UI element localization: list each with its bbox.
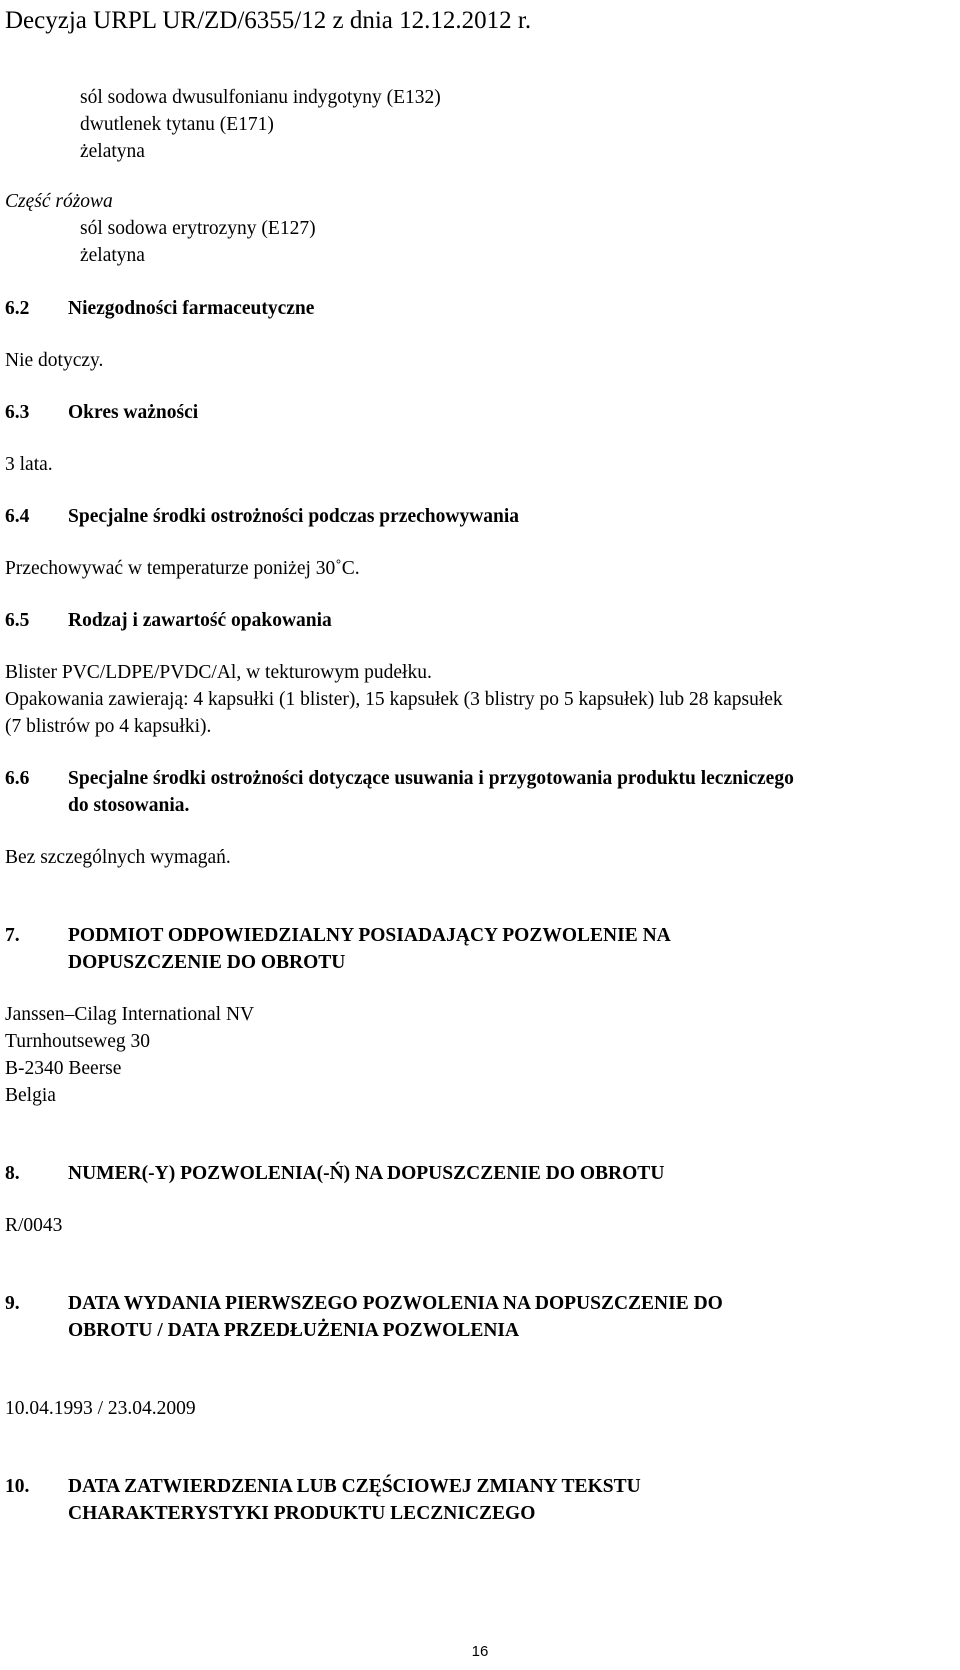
section-number: 6.6 (5, 768, 30, 789)
section-title: Specjalne środki ostrożności dotyczące usuwania i przygotowania produktu leczniczego (68, 768, 794, 789)
pink-part-title: Część różowa (5, 191, 113, 212)
section-title: Specjalne środki ostrożności podczas przechowywania (68, 506, 520, 527)
composition-item: dwutlenek tytanu (E171) (80, 114, 274, 135)
section-number: 8. (5, 1163, 20, 1184)
section-number: 9. (5, 1293, 20, 1314)
section-text: R/0043 (5, 1215, 63, 1236)
section-number: 7. (5, 925, 20, 946)
address-line: B-2340 Beerse (5, 1058, 122, 1079)
section-text: Bez szczególnych wymagań. (5, 847, 231, 868)
section-title: NUMER(-Y) POZWOLENIA(-Ń) NA DOPUSZCZENIE DO OBROTU (68, 1163, 665, 1184)
section-title: OBROTU / DATA PRZEDŁUŻENIA POZWOLENIA (68, 1320, 520, 1341)
section-text: 10.04.1993 / 23.04.2009 (5, 1398, 196, 1419)
address-line: Belgia (5, 1085, 56, 1106)
section-title: DOPUSZCZENIE DO OBROTU (68, 952, 346, 973)
section-text: Opakowania zawierają: 4 kapsułki (1 blister), 15 kapsułek (3 blistry po 5 kapsułek) lub 28 kapsułek (5, 689, 783, 710)
address-line: Janssen–Cilag International NV (5, 1004, 255, 1025)
section-title: DATA WYDANIA PIERWSZEGO POZWOLENIA NA DOPUSZCZENIE DO (68, 1293, 723, 1314)
section-text: Nie dotyczy. (5, 350, 104, 371)
composition-item: żelatyna (80, 141, 145, 162)
section-title: DATA ZATWIERDZENIA LUB CZĘŚCIOWEJ ZMIANY TEKSTU (68, 1476, 641, 1497)
section-title: Rodzaj i zawartość opakowania (68, 610, 332, 631)
section-number: 6.4 (5, 506, 30, 527)
section-number: 6.5 (5, 610, 30, 631)
page-header-title: Decyzja URPL UR/ZD/6355/12 z dnia 12.12.2012 r. (5, 7, 532, 34)
section-text: 3 lata. (5, 454, 53, 475)
section-text: (7 blistrów po 4 kapsułki). (5, 716, 212, 737)
section-number: 10. (5, 1476, 30, 1497)
section-title: do stosowania. (68, 795, 190, 816)
section-title: CHARAKTERYSTYKI PRODUKTU LECZNICZEGO (68, 1503, 536, 1524)
section-title: PODMIOT ODPOWIEDZIALNY POSIADAJĄCY POZWOLENIE NA (68, 925, 671, 946)
section-title: Okres ważności (68, 402, 199, 423)
address-line: Turnhoutseweg 30 (5, 1031, 150, 1052)
section-title: Niezgodności farmaceutyczne (68, 298, 315, 319)
composition-item: sól sodowa erytrozyny (E127) (80, 218, 316, 239)
section-number: 6.2 (5, 298, 30, 319)
section-number: 6.3 (5, 402, 30, 423)
page-number: 16 (471, 1643, 489, 1660)
section-text: Blister PVC/LDPE/PVDC/Al, w tekturowym pudełku. (5, 662, 432, 683)
composition-item: żelatyna (80, 245, 145, 266)
section-text: Przechowywać w temperaturze poniżej 30˚C. (5, 558, 360, 579)
composition-item: sól sodowa dwusulfonianu indygotyny (E132) (80, 87, 441, 108)
